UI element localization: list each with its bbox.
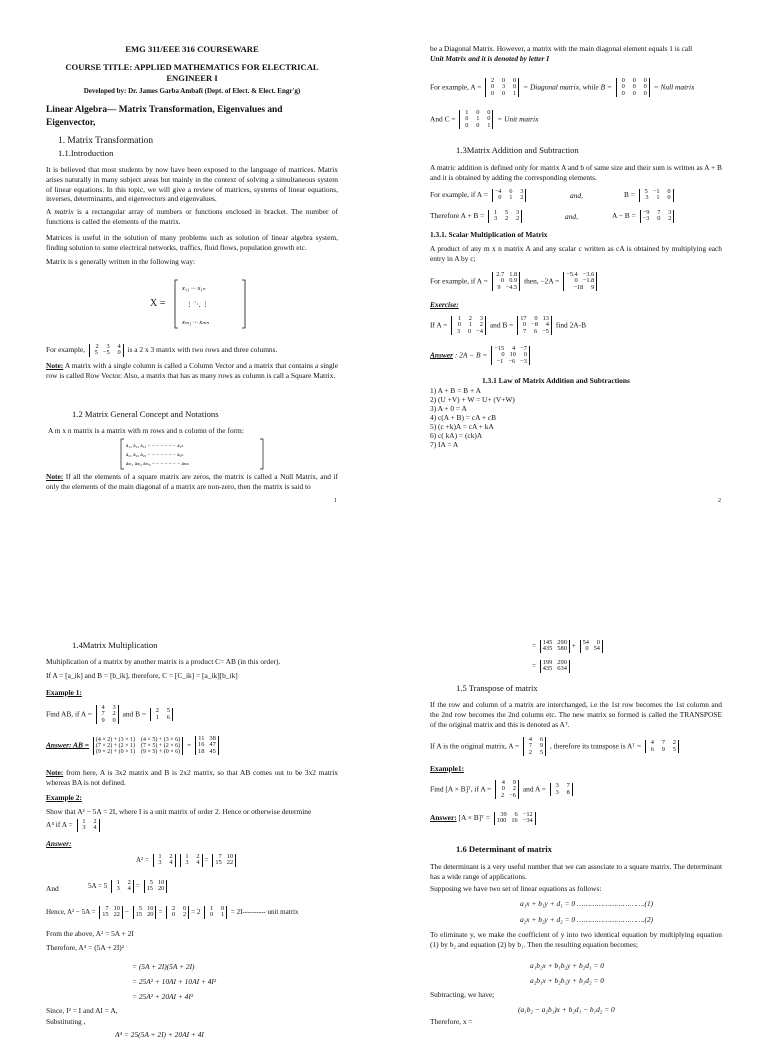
equation-3: a₁b₂x + b₁b₂y + b₂d₁ = 0: [530, 961, 604, 970]
hence: Hence, A² − 5A =: [46, 908, 96, 917]
matrix-a-ex2: 1 2 3 4: [77, 819, 100, 832]
answer-label: Answer: [430, 350, 454, 360]
and-word-p3: And: [46, 884, 59, 893]
developer-line: Developed by: Dr. James Garba Ambafi (Dept. of Elect. & Elect. Engr'g): [83, 87, 301, 95]
unit-label: = Unit matrix: [497, 114, 539, 124]
mult-line: Multiplication of a matrix by another matrix is a product C= AB (in this order).: [46, 657, 281, 666]
answer-t-label: Answer:: [430, 813, 457, 823]
equation-5: (a₁b₂ − a₂b₁)x + b₂d₁ − b₁d₂ = 0: [518, 1005, 615, 1014]
a2-line: A² = 1 2 3 4 1 2 3 4 = 7 10 15 22: [136, 854, 238, 867]
law-5: 5) (c +k)A = cA + kA: [430, 422, 494, 431]
hence-m4: 1 0 0 1: [204, 906, 227, 919]
mxn-matrix: [120, 438, 264, 470]
transpose-a: 4 6 7 9 2 5: [523, 737, 546, 756]
diag-line-2: Unit Matrix and it is denoted by letter I: [430, 54, 550, 63]
therefore-x: Therefore, x =: [430, 1017, 473, 1026]
show-line-2: [46, 819, 102, 832]
a4-result-line: = 199 290 435 634: [532, 660, 572, 673]
example-1-label: Example 1:: [46, 688, 82, 697]
matrix-x-label: X =: [150, 298, 166, 309]
find-ab-line: [46, 705, 175, 724]
note-2-label: Note:: [46, 472, 64, 481]
unit-matrix-note: = 2I---------- unit matrix: [230, 908, 299, 917]
diag-label: = Diagonal matrix, while B =: [523, 82, 612, 92]
diff-line: [612, 210, 676, 223]
add-example: [430, 189, 528, 202]
page-4: [384, 512, 768, 1024]
a2-m1: 1 2 3 4: [153, 854, 176, 867]
find-ab: Find AB, if A =: [46, 709, 92, 719]
diff-eq: A − B =: [612, 211, 636, 221]
answer-t-expr: [A × B]ᵀ =: [458, 813, 490, 823]
law-2: 2) (U +V) + W = U+ (V+W): [430, 395, 515, 404]
find-t-and: and A =: [522, 784, 546, 794]
answer-2-label: Answer:: [46, 839, 72, 848]
a4-result: 199 290 435 634: [540, 660, 570, 673]
section-1-heading: 1. Matrix Transformation: [58, 136, 154, 146]
svg-text:a₂₁ a₂₂ a₂₃ − − − − − − −: a₂₁ a₂₂ a₂₃ − − − − − − − a₂ₙ: [126, 452, 184, 458]
exercise-label: Exercise:: [430, 300, 459, 309]
svg-text:⋮ ⋱ ⋮: ⋮ ⋱ ⋮: [186, 301, 209, 308]
scalar-paragraph: A product of any m x n matrix A and any scalar c written as cA is obtained by multiplying each entry in A by c;: [430, 244, 722, 263]
svg-text:x₁₁ ··· x₁ₙ: x₁₁ ··· x₁ₙ: [182, 285, 206, 292]
mult-if-line: If A = [a_ik] and B = [b_ik], therefore, C = [C_ik] = [a_ik][b_ik]: [46, 671, 238, 680]
exercise-matrix-b: 17 0 13 0 −8 4 7 6 −5: [517, 316, 552, 335]
sum-line: [430, 210, 524, 223]
last-line: A⁴ = 25(5A + 2I) + 20AI + 4I: [115, 1030, 204, 1039]
page-number-1: 1: [334, 498, 337, 505]
and-word-1: and,: [570, 191, 583, 200]
unit-example: [430, 110, 538, 129]
uses-paragraph: Matrices is useful in the solution of many problems such as solution of linear algebra system, finding solution to some electrical networks, traffics, fluid flows, population growth etc.: [46, 233, 338, 252]
ex-andb: and B =: [489, 320, 514, 330]
example-2-label: Example 2:: [46, 793, 82, 802]
section-1-3-heading: 1.3Matrix Addition and Subtraction: [456, 145, 579, 155]
show-text-2: A⁴ if A =: [46, 820, 73, 830]
note-2-text: If all the elements of a square matrix are zeros, the matrix is called a Null Matrix, and if only the elements of the main diagonal of a matrix are non-zero, then the matrix is said to: [46, 472, 338, 491]
eliminate-paragraph: To eliminate y, we make the coefficient of y into two identical equation by multiplying equation (1) by b₂ and equation (2) by b₁. Then the resulting equation becomes;: [430, 930, 722, 949]
a4-sum-line: = 145 290 435 580 + 54 0 0 54: [532, 640, 605, 653]
answer-ab-line: Answer: AB = (4 × 2) + (3 × 1) (4 × 5) + (3 × 6) (7 × 2) + (2 × 1) (7 × 5) + (2 × 6) (9 × 2) + (0 × 1) (9 × 5) + (0 × 6) = 11 38 16 47 18 45: [46, 736, 221, 755]
section-1-5-heading: 1.5 Transpose of matrix: [456, 683, 538, 693]
exercise-line: [430, 316, 586, 335]
example-1-p4: Example1:: [430, 764, 465, 773]
step-1: = (5A + 2I)(5A + 2I): [132, 962, 195, 971]
equation-1: a₁x + b₁y + d₁ = 0 ………………………….(1): [520, 899, 654, 908]
step-2: = 25A² + 10AI + 10AI + 4I²: [132, 977, 217, 986]
find-t: Find [A × B]ᵀ, if A =: [430, 784, 492, 794]
course-title-line1: COURSE TITLE: APPLIED MATHEMATICS FOR ELECTRICAL: [65, 62, 319, 72]
since-line: Since, I² = I and AI = A,: [46, 1006, 118, 1015]
show-line: Show that A² − 5A = 2I, where I is a unit matrix of order 2. Hence or otherwise determine: [46, 807, 312, 816]
scalar-ex-pre: For example, if A =: [430, 276, 488, 286]
svg-text:xₘ₁ ··· xₘₙ: xₘ₁ ··· xₘₙ: [182, 319, 209, 326]
svg-text:aₘ₁ aₘ₂ aₘ₃ − − − − − − −: aₘ₁ aₘ₂ aₘ₃ − − − − − − − aₘₙ: [126, 461, 190, 467]
page-1: [0, 0, 384, 512]
scalar-example: [430, 272, 599, 291]
hence-m2: 5 10 15 20: [133, 906, 157, 919]
hence-line: Hence, A² − 5A = 7 10 15 22 − 5 10 15 20 = 2 0 0 2 = 2 1 0 0 1 = 2I---------- unit matrix: [46, 905, 299, 919]
therefore-t: , therefore its transpose is Aᵀ =: [549, 741, 642, 751]
note-1: [46, 361, 338, 381]
diff-matrix: −9 7 3 −3 0 2: [640, 210, 675, 223]
ab-expansion: (4 × 2) + (3 × 1) (4 × 5) + (3 × 6) (7 × 2) + (2 × 1) (7 × 5) + (2 × 6) (9 × 2) + (0 × 1) (9 × 5) + (0 × 6): [93, 737, 183, 755]
a2-result: 7 10 15 22: [212, 854, 236, 867]
mxn-line: A m x n matrix is a matrix with m rows and n column of the form:: [48, 426, 244, 435]
ex-find: find 2A-B: [555, 320, 587, 330]
written-line: Matrix is s generally written in the following way:: [46, 257, 196, 266]
matrix-b-2x2: 2 5 1 6: [150, 708, 173, 721]
ex-if: If A =: [430, 320, 448, 330]
page-3: [0, 512, 384, 1039]
diag-ex-pre: For example, A =: [430, 82, 482, 92]
answer-expr: : 2A − B =: [454, 350, 488, 360]
section-1-2-heading: 1.2 Matrix General Concept and Notations: [72, 409, 219, 419]
transpose-paragraph: If the row and column of a matrix are interchanged, i.e the 1st row becomes the 1st column and the 2nd row becomes the 2nd column etc. The new matrix so formed is called the TRANSPOSE of the original matrix and this is denoted as Aᵀ.: [430, 700, 722, 729]
sum-matrix: 1 5 3 3 2 2: [488, 210, 522, 223]
answer-t-matrix: 39 6 −12 100 16 −34: [494, 812, 536, 825]
answer-ab: Answer: AB =: [46, 740, 89, 750]
add-b: [624, 189, 676, 202]
svg-text:a₁₁ a₁₂ a₁₃ − − − − − − −: a₁₁ a₁₂ a₁₃ − − − − − − − a₁ₙ: [126, 443, 184, 449]
section-1-6-heading: 1.6 Determinant of matrix: [456, 844, 552, 854]
hence-m1: 7 10 15 22: [99, 906, 123, 919]
note-2: [46, 472, 338, 492]
determinant-paragraph: The determinant is a very useful number that we can associate to a square matrix. The determinant has a wide range of applications.: [430, 862, 722, 881]
transpose-at: 4 7 2 6 9 5: [645, 740, 679, 753]
and-b: and B =: [122, 709, 147, 719]
and-c: And C =: [430, 114, 456, 124]
subtracting-line: Subtracting, we have;: [430, 990, 495, 999]
b-eq: B =: [624, 190, 635, 200]
step-3: = 25A² + 20AI + 4I²: [132, 992, 194, 1001]
example-line: [46, 344, 277, 357]
diag-example: [430, 78, 694, 97]
law-3: 3) A + 0 = A: [430, 404, 467, 413]
exercise-matrix-a: 1 2 3 0 1 2 3 0 −4: [451, 316, 486, 335]
diagonal-matrix-a: 2 0 0 0 3 0 0 0 1: [485, 78, 519, 97]
definition-term: matrix: [54, 207, 74, 216]
equation-4: a₂b₁x + b₂b₁y + b₁d₂ = 0: [530, 976, 604, 985]
law-7: 7) IA = A: [430, 440, 459, 449]
addition-paragraph: A matric addition is defined only for matrix A and b of same size and their sum is written as A + B and it is obtained by adding the corresponding elements.: [430, 163, 722, 182]
scalar-matrix-a: 2.7 1.8 0 0.9 9 −4.5: [492, 272, 521, 291]
general-matrix-x: [174, 278, 246, 330]
section-1-1-heading: 1.1.Introduction: [58, 148, 114, 158]
matrix-a-3x2: 4 3 7 2 9 0: [96, 705, 119, 724]
hence-m3: 2 0 0 2: [166, 906, 189, 919]
ab-result: 11 38 16 47 18 45: [195, 736, 219, 755]
add-ex-pre: For example, if A =: [430, 190, 488, 200]
then-word: then, −2A =: [524, 276, 560, 286]
fivea-result: 5 10 15 20: [144, 880, 168, 893]
answer-matrix: −15 4 −7 0 10 0 −1 −6 −3: [491, 346, 530, 365]
definition-post: is a rectangular array of numbers or functions enclosed in bracket. The number of functions is called the elements of the matrix.: [46, 207, 338, 226]
note-3: [46, 768, 338, 788]
equation-2: a₂x + b₂y + d₂ = 0 ………………………….(2): [520, 915, 654, 924]
law-6: 6) c( kA) = (ck)A: [430, 431, 483, 440]
intro-paragraph: It is believed that most students by now have been exposed to the language of matrices. Matrix arises naturally in many subject areas but mainly in the context of solving a simultaneous system of linear equations. In this topic, we will give a review of matrices, systems of linear equations, inverses, determinants, and eigenvectors and eigenvalues.: [46, 165, 338, 204]
section-1-4-heading: 1.4Matrix Multiplication: [72, 640, 158, 650]
and-word-2: and,: [565, 212, 578, 221]
laws-heading: 1.3.1 Law of Matrix Addition and Subtractions: [482, 376, 630, 385]
note-3-text: from here, A is 3x2 matrix and B is 2x2 matrix, so that AB comes out to be 3x2 matrix whereas BA is not defined.: [46, 768, 338, 787]
therefore-sum: Therefore A + B =: [430, 211, 485, 221]
example-matrix: 2 3 4 5 −5 0: [89, 344, 124, 357]
null-label: = Null matrix: [653, 82, 695, 92]
law-1: 1) A + B = B + A: [430, 386, 481, 395]
course-code: EMG 311/EEE 316 COURSEWARE: [125, 44, 259, 54]
null-matrix-b: 0 0 0 0 0 0 0 0 0: [616, 78, 650, 97]
page-2: [384, 0, 768, 512]
substituting: Substituting ,: [46, 1017, 86, 1026]
fivea-m: 1 2 3 4: [111, 880, 134, 893]
add-matrix-a: −4 6 3 0 1 2: [492, 189, 527, 202]
note-1-text: A matrix with a single column is called a Column Vector and a matrix that contains a single row is called Row Vector. Also, a matrix that has as many rows as column is call a Square Matrix.: [46, 361, 338, 380]
add-matrix-b: 5 −1 0 3 1 0: [639, 189, 674, 202]
a2-m2: 1 2 3 4: [180, 854, 203, 867]
a4-m1: 145 290 435 580: [540, 640, 570, 653]
example-post: is a 2 x 3 matrix with two rows and three columns.: [127, 345, 278, 355]
diag-line-1: be a Diagonal Matrix. However, a matrix with the main diagonal element equals 1 is call: [430, 44, 693, 53]
unit-matrix-c: 1 0 0 0 1 0 0 0 1: [459, 110, 493, 129]
law-4: 4) c(A + B) = cA + cB: [430, 413, 497, 422]
a4-m2: 54 0 0 54: [580, 640, 603, 653]
section-1-3-1-heading: 1.3.1. Scalar Multiplication of Matrix: [430, 230, 548, 239]
answer-t-line: [430, 812, 538, 825]
therefore-a4: Therefore, A⁴ = (5A + 2I)²: [46, 943, 124, 952]
if-orig: If A is the original matrix, A =: [430, 741, 520, 751]
suppose-line: Supposing we have two set of linear equations as follows:: [430, 884, 602, 893]
fivea: 5A = 5: [88, 882, 108, 891]
topic-line2: Eigenvector,: [46, 118, 96, 128]
course-title-line2: ENGINEER I: [166, 73, 218, 83]
example-pre: For example,: [46, 345, 87, 355]
a2-eq: A² =: [136, 856, 149, 865]
scalar-result: −5.4 −3.6 0 −1.8 −18 9: [563, 272, 597, 291]
definition-paragraph: [46, 207, 338, 227]
topic-line1: Linear Algebra— Matrix Transformation, Eigenvalues and: [46, 105, 283, 115]
find-t-b: 3 7 3 8: [550, 783, 573, 796]
transpose-example: [430, 737, 681, 756]
note-1-label: Note:: [46, 361, 64, 370]
note-3-label: Note:: [46, 768, 64, 777]
find-t-a: 4 9 0 2 2 −6: [495, 780, 519, 799]
find-t-line: [430, 780, 575, 799]
from-above: From the above, A² = 5A + 2I: [46, 929, 134, 938]
page-number-2: 2: [718, 498, 721, 505]
fivea-line: 5A = 5 1 2 3 4 = 5 10 15 20: [88, 880, 169, 893]
definition-pre: A: [46, 207, 55, 216]
answer-line: [430, 346, 532, 365]
